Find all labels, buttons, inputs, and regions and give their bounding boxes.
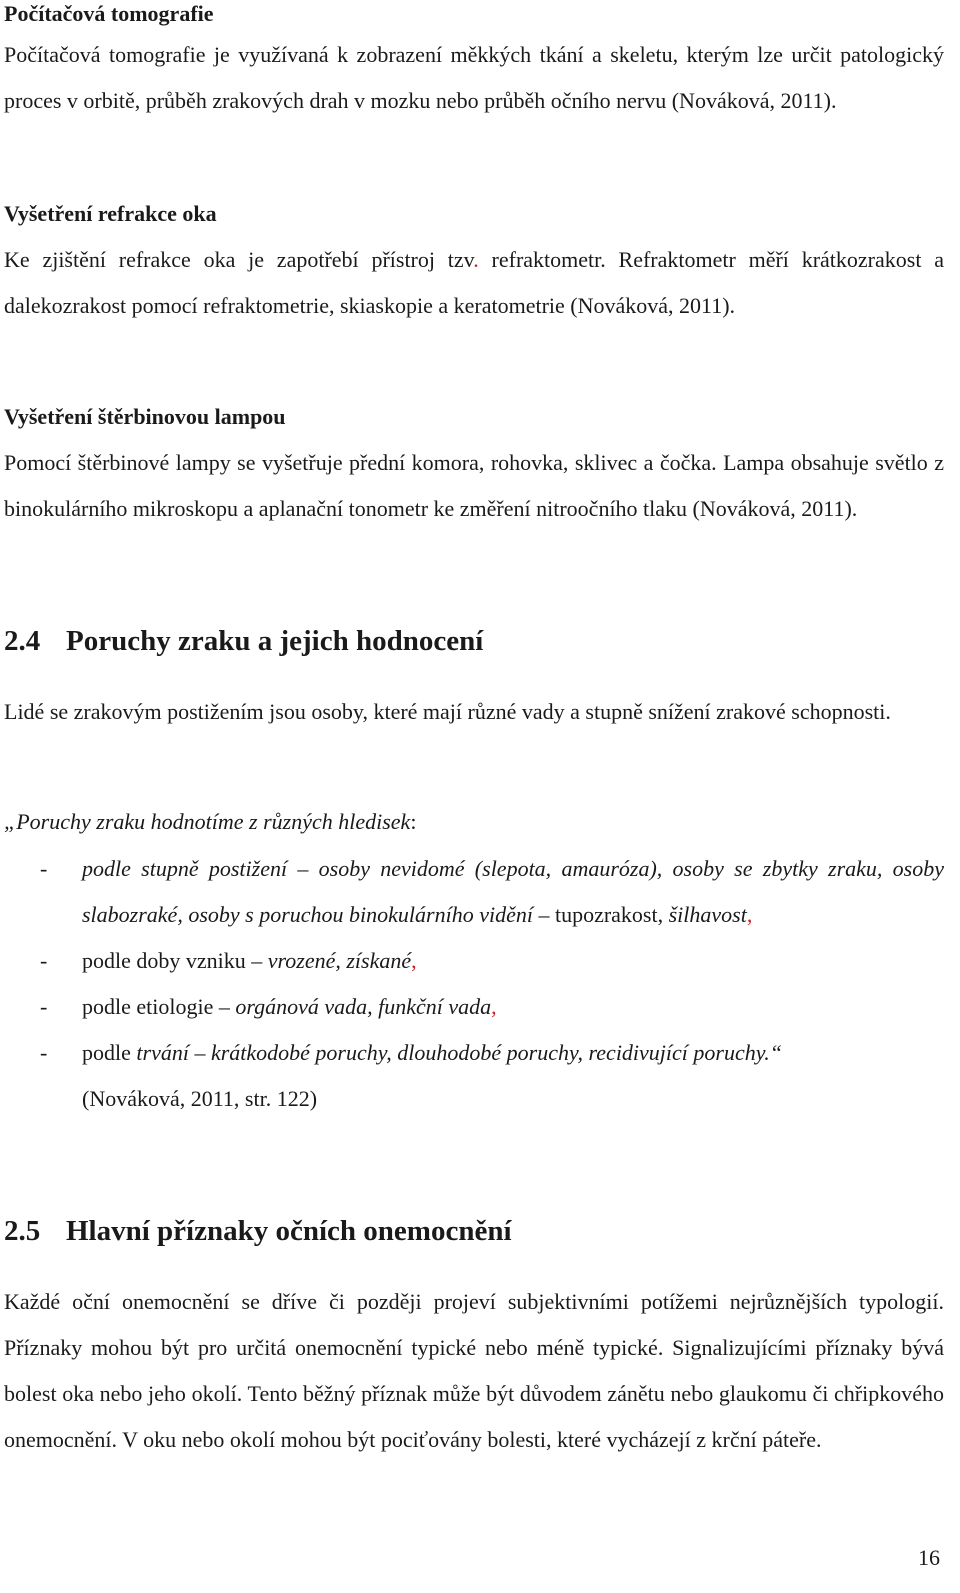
paragraph-2-5: Každé oční onemocnění se dříve či později projeví subjektivními potížemi nejrůznějších typologií. Příznaky mohou být pro určitá onemocnění typické nebo méně typické. Signalizujícími příznaky bývá bolest oka nebo jeho okolí. Tento běžný příznak může být důvodem zánětu nebo glaukomu či chřipkového onemocnění. V oku nebo okolí mohou být pociťovány bolesti, které vycházejí z krční páteře. — [4, 1289, 944, 1452]
list-dash: - — [40, 1040, 48, 1065]
paragraph-2-4-intro: Lidé se zrakovým postižením jsou osoby, které mají různé vady a stupně snížení zrakové schopnosti. — [4, 699, 891, 724]
citation: (Nováková, 2011, str. 122) — [82, 1086, 318, 1111]
list-item — [4, 846, 944, 938]
heading-2-5-title: Hlavní příznaky očních onemocnění — [66, 1215, 512, 1247]
subheading-ct: Počítačová tomografie — [4, 1, 214, 26]
list-item — [4, 938, 944, 984]
list-item-3-italic: orgánová vada, funkční vada — [235, 994, 492, 1019]
list-dash: - — [40, 948, 48, 973]
quote-lead-italic: „Poruchy zraku hodnotíme z různých hledisek — [4, 809, 411, 834]
list-item — [4, 984, 944, 1030]
paragraph-slitlamp: Pomocí štěrbinové lampy se vyšetřuje přední komora, rohovka, sklivec a čočka. Lampa obsahuje světlo z binokulárního mikroskopu a aplanační tonometr ke změření nitroočního tlaku (Nováková, 2011). — [4, 450, 944, 521]
list-item-3-red-comma: , — [491, 994, 497, 1019]
heading-2-5 — [4, 1214, 944, 1248]
list-dash: - — [40, 994, 48, 1019]
paragraph-ct: Počítačová tomografie je využívaná k zobrazení měkkých tkání a skeletu, kterým lze určit patologický proces v orbitě, průběh zrakových drah v mozku nebo průběh očního nervu (Nováková, 2011). — [4, 42, 944, 113]
heading-2-5-number: 2.5 — [4, 1215, 41, 1247]
quote-lead-colon: : — [410, 809, 417, 834]
page-number: 16 — [918, 1545, 940, 1570]
refraction-text-a: Ke zjištění refrakce oka je zapotřebí přístroj tzv — [4, 247, 474, 272]
list-item-1-red-comma: , — [746, 902, 753, 927]
list-dash: - — [40, 856, 48, 881]
heading-2-4-number: 2.4 — [4, 625, 41, 657]
list-item-2-plain: podle doby vzniku – — [82, 948, 268, 973]
refraction-text-c: refraktometr. Refraktometr měří krátkozrakost a dalekozrakost pomocí refraktometrie, skiaskopie a keratometrie (Nováková, 2011). — [4, 247, 944, 318]
paragraph-refraction — [4, 237, 944, 329]
heading-2-4 — [4, 624, 944, 658]
list-item-1-italic-end: šilhavost — [663, 902, 747, 927]
list-item-3-plain: podle etiologie – — [82, 994, 236, 1019]
list-item-1-italic: podle stupně postižení – osoby nevidomé (slepota, amauróza), osoby se zbytky zraku, osoby slabozraké, osoby s poruchou binokulárního vidění — [82, 856, 944, 927]
subheading-refraction: Vyšetření refrakce oka — [4, 201, 217, 226]
heading-2-4-title: Poruchy zraku a jejich hodnocení — [66, 625, 484, 657]
criteria-list — [4, 846, 944, 1122]
list-item-2-italic: vrozené, získané — [267, 948, 412, 973]
list-item-4-italic: trvání – krátkodobé poruchy, dlouhodobé poruchy, recidivující poruchy.“ — [136, 1040, 783, 1065]
quote-lead — [4, 799, 944, 845]
list-item-4-plain: podle — [82, 1040, 137, 1065]
refraction-red-dot: . — [473, 247, 479, 272]
list-item-1-plain: – tupozrakost, — [532, 902, 664, 927]
list-item — [4, 1030, 944, 1122]
subheading-slitlamp: Vyšetření štěrbinovou lampou — [4, 404, 286, 429]
list-item-2-red-comma: , — [411, 948, 417, 973]
